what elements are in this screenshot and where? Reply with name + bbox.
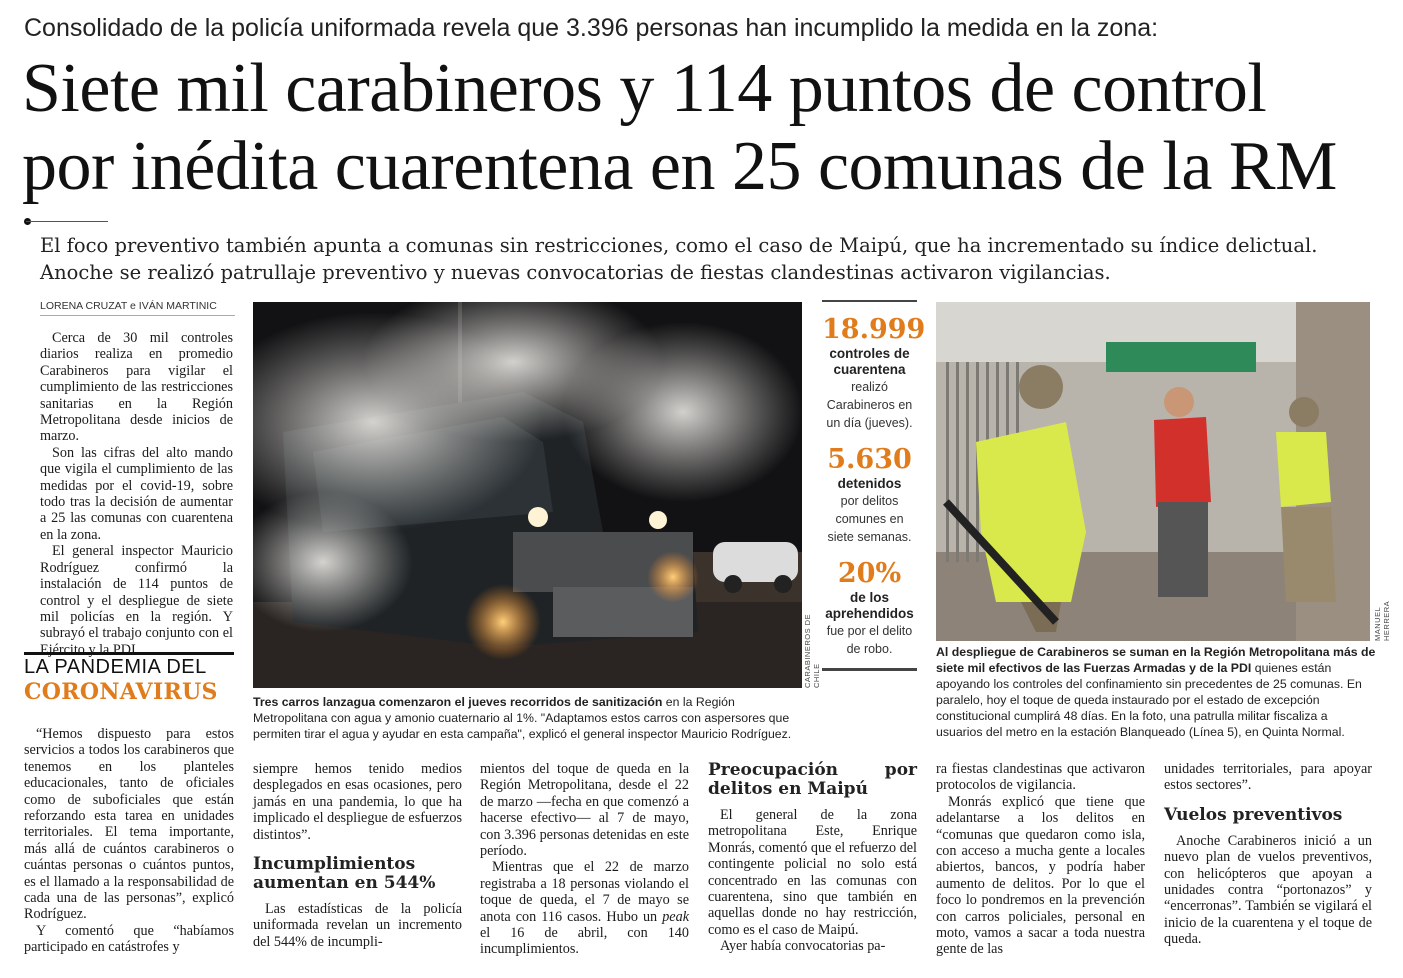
stats-box bbox=[822, 300, 926, 671]
water-cannon-photo bbox=[253, 302, 802, 688]
stat-item bbox=[822, 558, 917, 658]
stat-text: por delitos comunes en siete semanas. bbox=[827, 494, 912, 544]
photo-credit: CARABINEROS DE CHILE bbox=[803, 613, 821, 688]
headline-line-1: Siete mil carabineros y 114 puntos de control bbox=[22, 50, 1267, 127]
caption-lead: Al despliegue de Carabineros se suman en la Región Metropolitana más de siete mil efectivos de las Fuerzas Armadas y de la PDI bbox=[936, 645, 1376, 675]
paragraph: El general inspector Mauricio Rodríguez confirmó la instalación de 114 puntos de control y el despliegue de siete mil policías en la región. Y subrayó el trabajo conjunto con el Ejército y la PDI. bbox=[40, 543, 233, 658]
stat-number: 18.999 bbox=[822, 314, 926, 345]
stat-item bbox=[822, 314, 926, 432]
paragraph: Monrás explicó que tiene que adelantarse a los delitos en “comunas que quedaron como isla, con acceso a mucha gente a locales abiertos, bancos, y podría haber aumento de delitos. Por lo que el foco lo pondremos en la prevención con carros policiales, personal en moto, vamos a sacar a toda nuestra gente de las bbox=[936, 793, 1145, 958]
paragraph: siempre hemos tenido medios desplegados en esas ocasiones, pero jamás en una pandemia, lo que ha implicado el despliegue de esfuerzos distintos”. bbox=[253, 761, 462, 843]
paragraph: “Hemos dispuesto para estos servicios a todos los carabineros que tenemos en los planteles educacionales, tanto de oficiales como de suboficiales que están reforzando esta tarea en unidades territoriales. El tema importante, más allá de cuántos carabineros o cuántas personas o cuántos puntos, es el llamado a la responsabilidad de cada una de las personas”, explicó Rodríguez. bbox=[24, 726, 234, 923]
paragraph: mientos del toque de queda en la Región Metropolitana, desde el 22 de marzo —fecha en que comenzó a hacerse efectivo— al 7 de mayo, con 3.396 personas detenidas en este período. bbox=[480, 761, 689, 860]
paragraph: Ayer había convocatorias pa- bbox=[720, 938, 886, 955]
column-5 bbox=[936, 761, 1145, 958]
paragraph: unidades territoriales, para apoyar estos sectores”. bbox=[1164, 761, 1372, 794]
military-patrol-photo bbox=[936, 302, 1370, 641]
subheading: Preocupación por delitos en Maipú bbox=[708, 760, 917, 799]
subheading: Vuelos preventivos bbox=[1164, 804, 1343, 825]
subheading: Incumplimientos aumentan en 544% bbox=[253, 854, 436, 894]
stat-label: de los aprehendidos bbox=[825, 590, 914, 621]
section-tag-line-2: CORONAVIRUS bbox=[24, 679, 218, 705]
paragraph: Las estadísticas de la policía uniformada revelan un incremento del 544% de incumpli- bbox=[253, 901, 462, 950]
decorative-rule bbox=[26, 221, 108, 222]
caption-lead: Tres carros lanzagua comenzaron el jueves recorridos de sanitización bbox=[253, 695, 663, 709]
section-tag-line-1: LA PANDEMIA DEL bbox=[24, 656, 207, 678]
deck bbox=[40, 232, 1400, 286]
paragraph: Y comentó que “habíamos participado en catástrofes y bbox=[24, 922, 234, 956]
military-patrol-image bbox=[936, 302, 1370, 641]
stat-number: 5.630 bbox=[827, 444, 912, 475]
deck-line-2: Anoche se realizó patrullaje preventivo y nuevas convocatorias de fiestas clandestinas activaron vigilancias. bbox=[40, 261, 1111, 284]
column-1-top bbox=[40, 330, 233, 658]
text-run: el 16 de abril, con 140 incumplimientos. bbox=[480, 925, 689, 958]
headline bbox=[22, 50, 1392, 206]
section-tag bbox=[24, 652, 234, 705]
stat-text: realizó Carabineros en un día (jueves). bbox=[826, 380, 913, 430]
headline-line-2: por inédita cuarentena en 25 comunas de la RM bbox=[22, 128, 1337, 205]
deck-line-1: El foco preventivo también apunta a comunas sin restricciones, como el caso de Maipú, que ha incrementado su índice delictual. bbox=[40, 234, 1318, 257]
stat-number: 20% bbox=[837, 558, 902, 589]
stat-label: controles de cuarentena bbox=[829, 346, 910, 377]
kicker: Consolidado de la policía uniformada revela que 3.396 personas han incumplido la medida en la zona: bbox=[24, 14, 1159, 42]
byline: LORENA CRUZAT e IVÁN MARTINIC bbox=[40, 300, 235, 316]
water-cannon-truck-image bbox=[253, 302, 802, 688]
column-3 bbox=[480, 761, 689, 958]
text-run: Mientras que el 22 de marzo registraba a 18 personas violando el toque de queda, el 7 de mayo se anota con 116 casos. Hubo un bbox=[480, 859, 689, 925]
paragraph: Cerca de 30 mil controles diarios realiza en promedio Carabineros para vigilar el cumplimiento de las restricciones sanitarias en la Región Metropolitana desde inicios de marzo. bbox=[40, 330, 233, 445]
stat-label: detenidos bbox=[837, 476, 902, 491]
photo-credit: MANUEL HERRERA bbox=[1373, 600, 1391, 641]
photo-caption bbox=[936, 644, 1376, 740]
caption-text: en la Región Metropolitana con agua y amonio cuaternario al 1%. "Adaptamos estos carros con aspersores que permiten tirar el agua y ayudar en esta campaña", explicó el general inspector Mauricio Rodríguez. bbox=[253, 695, 792, 741]
column-1-bottom bbox=[24, 726, 234, 956]
caption-text: quienes están apoyando los controles del confinamiento sin precedentes de 25 comunas. En paralelo, hoy el toque de queda instaurado por el estado de excepción constitucional cumplirá 48 días. En la foto, una patrulla militar fiscaliza a usuarios del metro en la estación Blanqueado (Línea 5), en Quinta Normal. bbox=[936, 661, 1362, 739]
emphasis: peak bbox=[662, 908, 689, 925]
paragraph: ra fiestas clandestinas que activaron protocolos de vigilancia. bbox=[936, 761, 1145, 794]
paragraph: Son las cifras del alto mando que vigila el cumplimiento de las medidas por el covid-19, sobre todo tras la decisión de aumentar a 25 las comunas con cuarentena en la zona. bbox=[40, 444, 233, 543]
photo-caption bbox=[253, 694, 805, 742]
paragraph: El general de la zona metropolitana Este, Enrique Monrás, comentó que el refuerzo del contingente policial no solo está concentrado en las comunas con cuarentena, sino que también en aquellas donde no hay restricción, como es el caso de Maipú. bbox=[708, 807, 917, 938]
column-6 bbox=[1164, 761, 1372, 948]
stat-item bbox=[822, 444, 917, 546]
paragraph bbox=[480, 859, 689, 957]
column-4 bbox=[708, 761, 917, 955]
paragraph: Anoche Carabineros inició a un nuevo plan de vuelos preventivos, con helicópteros que apoyan a unidades contra “portonazos” y “encerronas”. También se vigilará el inicio de la cuarentena y el toque de queda. bbox=[1164, 832, 1372, 948]
column-2 bbox=[253, 761, 462, 950]
stat-text: fue por el delito de robo. bbox=[826, 624, 913, 656]
